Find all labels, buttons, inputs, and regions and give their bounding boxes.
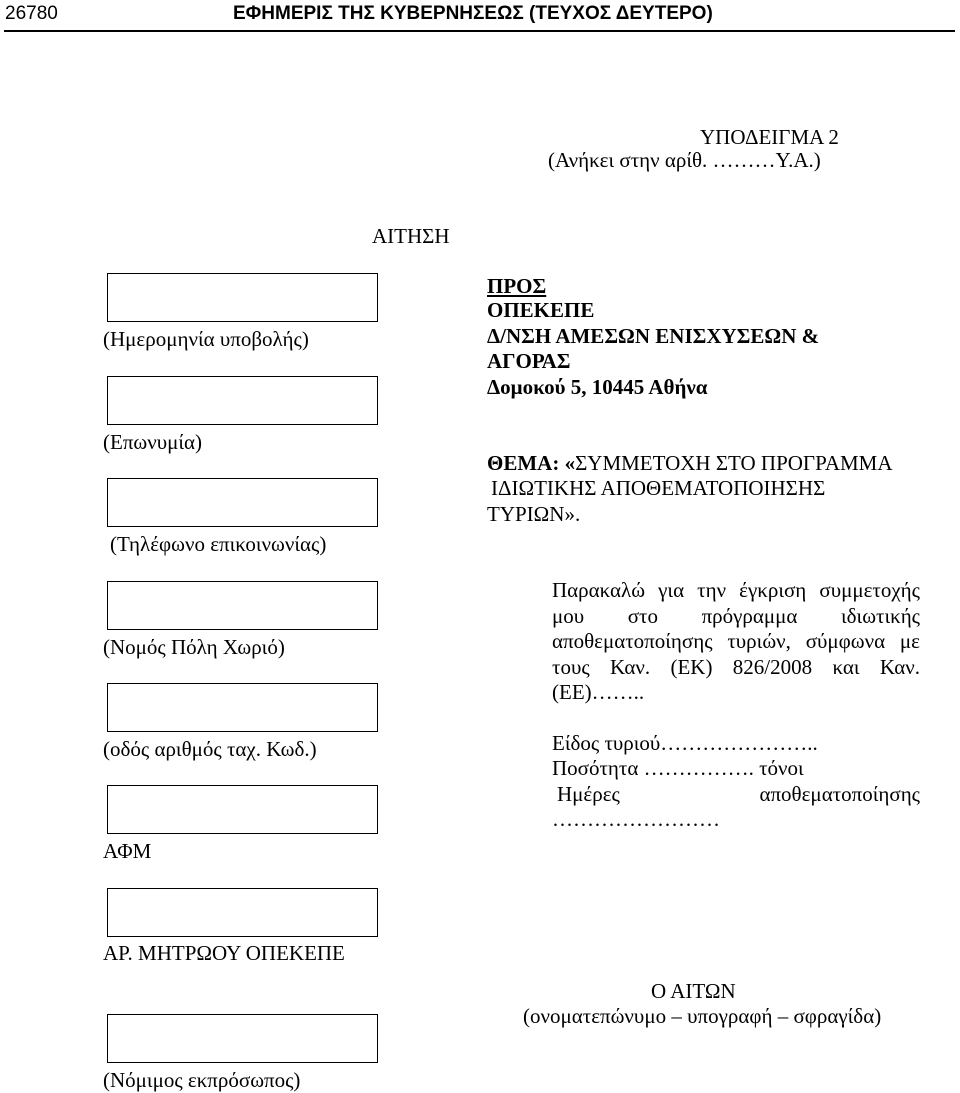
vat-label: ΑΦΜ bbox=[103, 839, 152, 863]
registry-number-label: ΑΡ. ΜΗΤΡΩΟΥ ΟΠΕΚΕΠΕ bbox=[103, 941, 345, 965]
recipient-org: ΟΠΕΚΕΠΕ bbox=[487, 298, 595, 322]
recipient-to: ΠΡΟΣ bbox=[487, 274, 547, 298]
subject-line2: ΙΔΙΩΤΙΚΗΣ ΑΠΟΘΕΜΑΤΟΠΟΙΗΣΗΣ bbox=[491, 476, 826, 500]
subject-label: ΘΕΜΑ: « bbox=[487, 451, 576, 475]
legal-representative-label: (Νόμιμος εκπρόσωπος) bbox=[103, 1068, 301, 1092]
vat-box[interactable] bbox=[107, 785, 378, 834]
form-title: ΑΙΤΗΣΗ bbox=[372, 224, 450, 248]
location-label: (Νομός Πόλη Χωριό) bbox=[103, 635, 285, 659]
recipient-dept-line1: Δ/ΝΣΗ ΑΜΕΣΩΝ ΕΝΙΣΧΥΣΕΩΝ & bbox=[487, 324, 820, 348]
subject-line3: ΤΥΡΙΩΝ». bbox=[487, 502, 581, 526]
cheese-type: Είδος τυριού………………….. bbox=[552, 731, 818, 755]
body-line4: τους Καν. (ΕΚ) 826/2008 και Καν. bbox=[552, 655, 920, 679]
storage-days: Ημέρες αποθεματοποίησης bbox=[557, 782, 920, 806]
body-line3: αποθεματοποίησης τυριών, σύμφωνα με bbox=[552, 629, 920, 653]
subject-line1 bbox=[487, 451, 893, 476]
applicant-title: Ο ΑΙΤΩΝ bbox=[651, 979, 736, 1003]
company-name-box[interactable] bbox=[107, 376, 378, 425]
submission-date-box[interactable] bbox=[107, 273, 378, 322]
body-line2: μου στο πρόγραμμα ιδιωτικής bbox=[552, 604, 920, 628]
sample-title: ΥΠΟΔΕΙΓΜΑ 2 bbox=[700, 125, 839, 149]
sample-note: (Ανήκει στην αρίθ. ………Υ.Α.) bbox=[548, 148, 821, 172]
location-box[interactable] bbox=[107, 581, 378, 630]
quantity: Ποσότητα ……………. τόνοι bbox=[552, 756, 804, 780]
registry-number-box[interactable] bbox=[107, 888, 378, 937]
subject-text-line1: ΣΥΜΜΕΤΟΧΗ ΣΤΟ ΠΡΟΓΡΑΜΜΑ bbox=[575, 451, 893, 475]
page-number: 26780 bbox=[5, 3, 58, 24]
recipient-address: Δομοκού 5, 10445 Αθήνα bbox=[487, 375, 708, 399]
storage-days-dots: …………………… bbox=[552, 807, 720, 831]
signature-note: (ονοματεπώνυμο – υπογραφή – σφραγίδα) bbox=[523, 1004, 882, 1028]
gazette-title: ΕΦΗΜΕΡΙΣ ΤΗΣ ΚΥΒΕΡΝΗΣΕΩΣ (ΤΕΥΧΟΣ ΔΕΥΤΕΡΟ) bbox=[233, 3, 713, 24]
phone-box[interactable] bbox=[107, 478, 378, 527]
legal-representative-box[interactable] bbox=[107, 1014, 378, 1063]
body-line5: (ΕΕ)…….. bbox=[552, 680, 645, 704]
phone-label: (Τηλέφωνο επικοινωνίας) bbox=[110, 532, 327, 556]
body-line1: Παρακαλώ για την έγκριση συμμετοχής bbox=[552, 578, 920, 602]
submission-date-label: (Ημερομηνία υποβολής) bbox=[103, 327, 309, 351]
company-name-label: (Επωνυμία) bbox=[103, 430, 203, 454]
address-label: (οδός αριθμός ταχ. Κωδ.) bbox=[103, 737, 317, 761]
header-rule bbox=[4, 30, 955, 32]
address-box[interactable] bbox=[107, 683, 378, 732]
recipient-dept-line2: ΑΓΟΡΑΣ bbox=[487, 349, 571, 373]
